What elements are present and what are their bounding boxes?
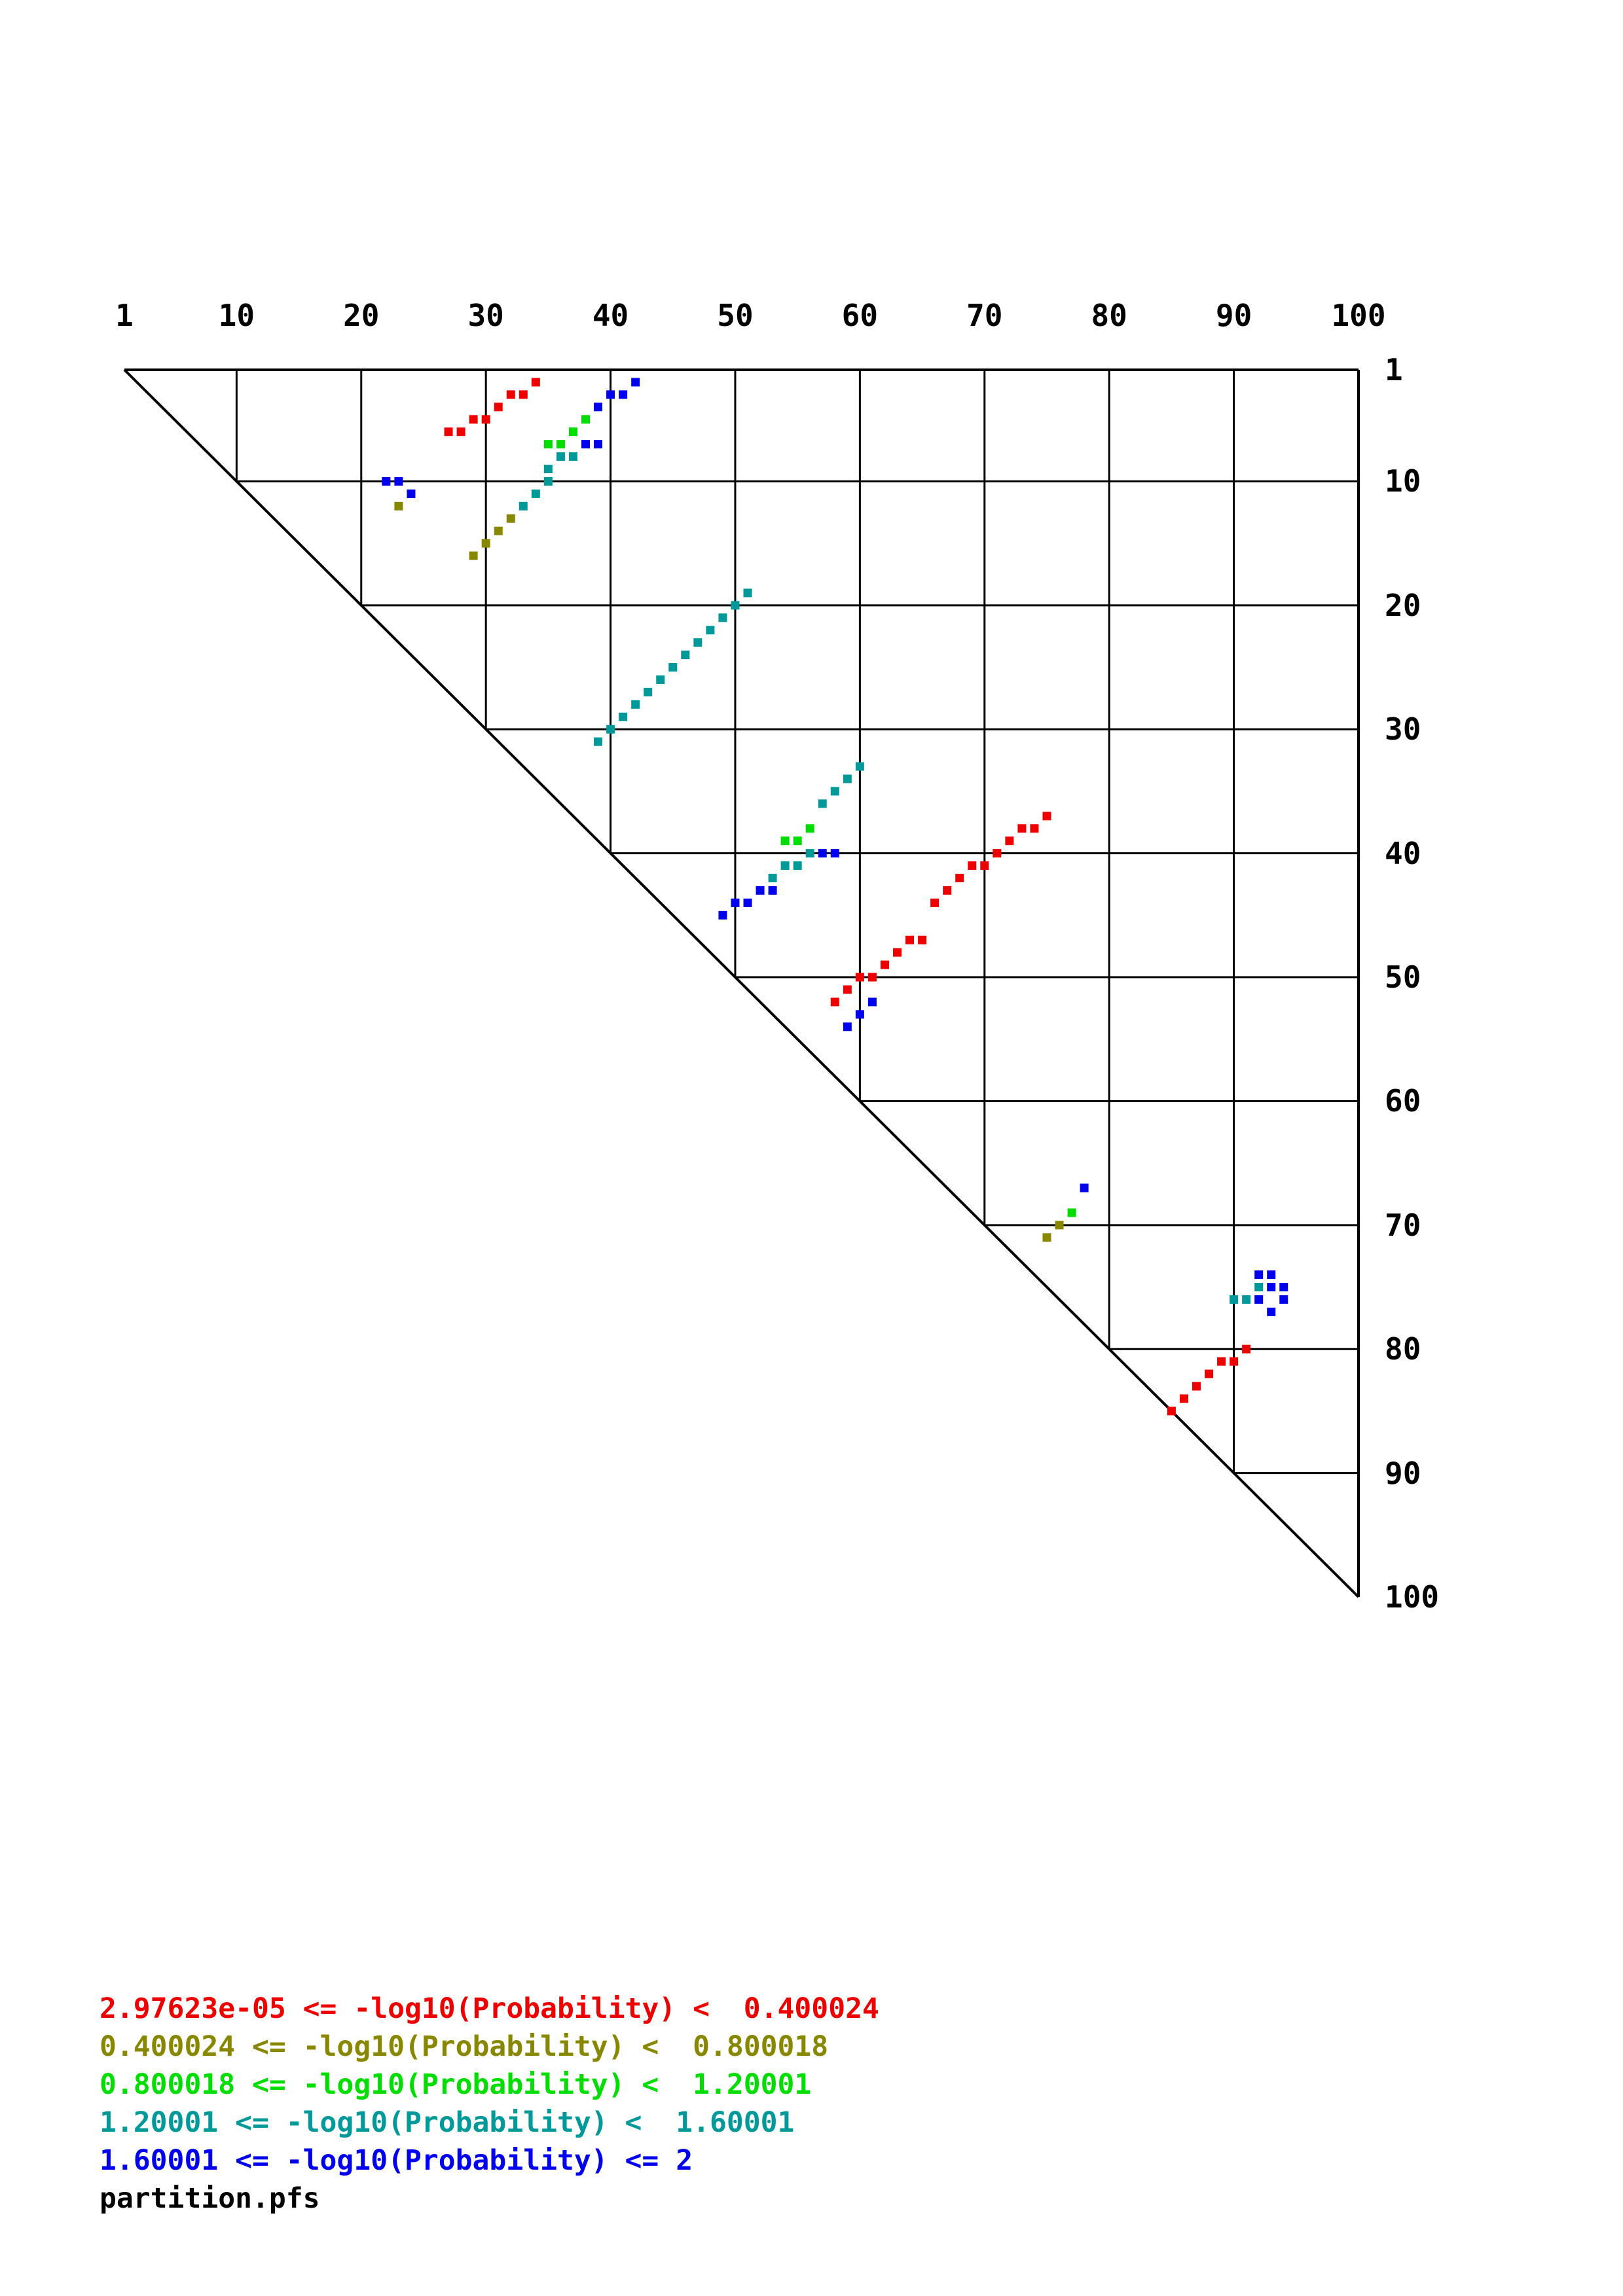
data-point [930,899,939,907]
data-point [893,948,902,957]
y-tick-label: 40 [1385,835,1421,871]
data-point [769,874,777,882]
data-point [631,700,640,709]
data-point [955,874,964,882]
data-point [1279,1295,1288,1304]
x-tick-label: 50 [717,298,754,333]
data-point [831,997,839,1006]
data-point [881,961,889,969]
data-point [1267,1283,1275,1291]
data-point [806,824,814,833]
data-point [394,477,403,486]
data-point [856,973,864,982]
data-point [1042,812,1051,820]
data-point [843,985,852,994]
data-point [980,861,989,870]
data-point [793,836,802,845]
y-tick-label: 90 [1385,1455,1421,1491]
data-point [532,378,540,386]
data-point [781,861,790,870]
data-point [1267,1308,1275,1316]
x-tick-label: 70 [966,298,1003,333]
data-point [656,675,665,684]
data-point [718,911,727,920]
legend-entry: 2.97623e-05 <= -log10(Probability) < 0.400024 [100,1992,879,2025]
data-point [856,762,864,771]
data-point [1080,1184,1089,1193]
data-point [943,886,951,895]
data-point [868,997,877,1006]
data-point [482,539,490,548]
data-point [706,626,714,634]
y-tick-label: 70 [1385,1207,1421,1243]
data-point [619,390,627,399]
y-tick-label: 60 [1385,1083,1421,1119]
data-point [818,799,827,808]
data-point [1005,836,1013,845]
data-point [507,390,515,399]
data-point [532,490,540,498]
x-tick-label: 100 [1331,298,1386,333]
data-point [581,440,590,448]
data-point [494,527,503,535]
data-point [831,849,839,857]
data-point [1217,1357,1226,1366]
data-point [482,415,490,423]
legend-filename: partition.pfs [100,2182,320,2215]
data-point [594,738,602,746]
data-point [756,886,765,895]
data-point [606,390,615,399]
data-point [382,477,390,486]
data-point [681,651,689,659]
data-point [918,936,926,944]
data-point [843,1022,852,1031]
data-point [793,861,802,870]
series-2 [544,415,1076,1217]
data-point [1242,1345,1250,1354]
data-point [556,452,565,461]
series-1 [394,490,1063,1242]
data-point [843,775,852,783]
data-point [1242,1295,1250,1304]
data-point [744,588,752,597]
data-point [1279,1283,1288,1291]
y-tick-label: 20 [1385,587,1421,623]
data-point [569,452,577,461]
data-point [668,663,677,672]
data-point [1180,1394,1188,1403]
data-point [1230,1357,1238,1366]
data-point [519,390,528,399]
data-point [806,849,814,857]
data-point [781,836,790,845]
data-point [731,601,739,609]
series-0 [445,378,1251,1415]
x-tick-label: 10 [218,298,255,333]
data-point [594,403,602,411]
data-point [544,465,553,473]
legend-entry: 1.20001 <= -log10(Probability) < 1.60001 [100,2106,795,2139]
x-tick-label: 1 [115,298,134,333]
data-point [718,613,727,622]
data-point [1230,1295,1238,1304]
data-point [457,427,465,436]
data-point [445,427,453,436]
y-tick-label: 30 [1385,711,1421,747]
data-point [856,1010,864,1018]
legend-entry: 0.800018 <= -log10(Probability) < 1.20001 [100,2068,812,2101]
data-point [818,849,827,857]
data-point [556,440,565,448]
data-point [693,638,702,647]
data-point [831,787,839,795]
legend-entry: 0.400024 <= -log10(Probability) < 0.800018 [100,2030,829,2063]
data-point [631,378,640,386]
data-point [507,514,515,523]
y-tick-label: 100 [1385,1579,1440,1615]
data-point [619,713,627,721]
data-point [519,502,528,511]
x-tick-label: 90 [1215,298,1252,333]
data-point [644,688,652,696]
y-tick-label: 80 [1385,1331,1421,1367]
legend-entry: 1.60001 <= -log10(Probability) <= 2 [100,2144,693,2177]
data-point [494,403,503,411]
y-tick-label: 50 [1385,960,1421,996]
data-point [769,886,777,895]
x-tick-label: 80 [1091,298,1127,333]
y-tick-label: 1 [1385,352,1403,387]
data-point [1267,1270,1275,1279]
data-point [407,490,415,498]
legend [100,1990,879,2217]
x-tick-label: 20 [343,298,380,333]
data-point [1254,1295,1263,1304]
data-point [581,415,590,423]
x-tick-label: 60 [841,298,879,333]
data-point [1192,1382,1201,1391]
data-point [544,440,553,448]
data-point [1167,1407,1176,1415]
x-tick-label: 30 [467,298,504,333]
data-point [394,502,403,511]
data-point [993,849,1001,857]
data-point [469,415,478,423]
x-tick-label: 40 [592,298,629,333]
data-point [569,427,577,436]
data-point [1254,1270,1263,1279]
data-point [1017,824,1026,833]
data-point [1030,824,1038,833]
data-point [1205,1370,1213,1378]
data-point [905,936,914,944]
data-point [868,973,877,982]
series-3 [519,452,1263,1304]
data-point [594,440,602,448]
data-point [744,899,752,907]
data-point [544,477,553,486]
data-point [606,725,615,734]
data-point [1254,1283,1263,1291]
data-point [469,552,478,560]
data-point [1042,1233,1051,1242]
data-point [1068,1208,1076,1217]
series-4 [382,378,1288,1316]
data-point [731,899,739,907]
data-point [1055,1221,1064,1229]
y-tick-label: 10 [1385,463,1421,499]
data-point [968,861,976,870]
